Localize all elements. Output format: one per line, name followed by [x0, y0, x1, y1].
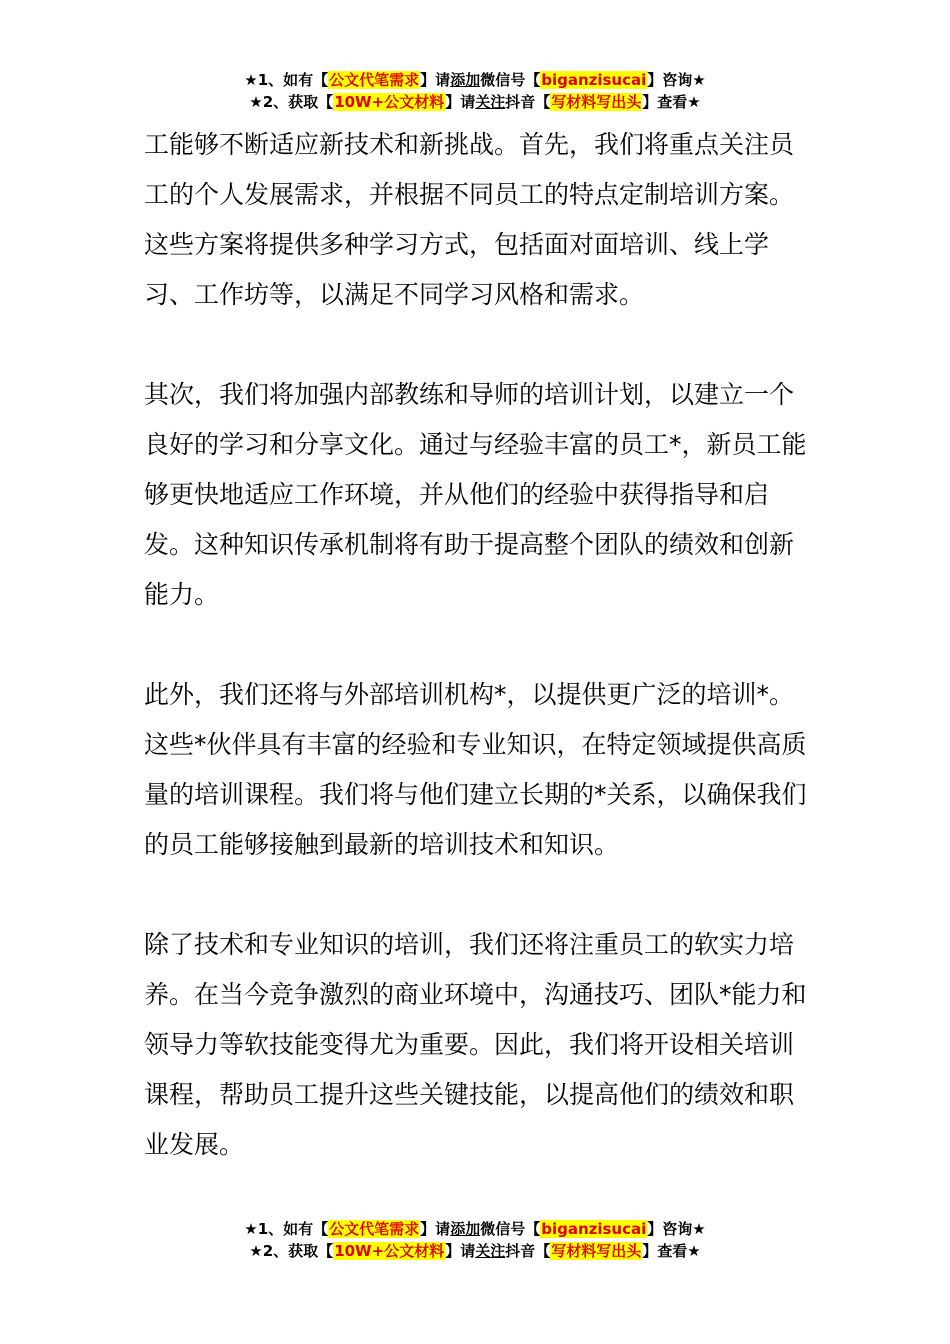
banner-underline: 关注 — [475, 93, 506, 111]
banner-text: 微信号【 — [480, 71, 541, 89]
paragraph-2: 其次，我们将加强内部教练和导师的培训计划，以建立一个良好的学习和分享文化。通过与经验丰富的员工*，新员工能够更快地适应工作环境，并从他们的经验中获得指导和启发。这种知识传承机制将有助于提高整个团队的绩效和创新能力。 — [144, 380, 807, 609]
banner-suffix: 】咨询★ — [647, 71, 706, 89]
banner-highlight: 写材料写出头 — [551, 93, 642, 111]
banner-suffix: 】查看★ — [642, 93, 701, 111]
banner-highlight: 公文代笔需求 — [329, 1220, 420, 1238]
banner-highlight: 写材料写出头 — [551, 1242, 642, 1260]
banner-highlight: biganzisucai — [541, 1220, 647, 1238]
banner-text: 抖音【 — [505, 1242, 551, 1260]
banner-prefix: ★2、获取【 — [249, 93, 334, 111]
paragraph-1: 工能够不断适应新技术和新挑战。首先，我们将重点关注员工的个人发展需求，并根据不同员工的特点定制培训方案。这些方案将提供多种学习方式，包括面对面培训、线上学习、工作坊等，以满足不同学习风格和需求。 — [144, 130, 795, 309]
banner-suffix: 】咨询★ — [647, 1220, 706, 1238]
banner-highlight: 10W+公文材料 — [334, 1242, 445, 1260]
banner-highlight: 10W+公文材料 — [334, 93, 445, 111]
banner-line-2 — [0, 91, 950, 113]
banner-line-2 — [0, 1240, 950, 1262]
paragraph-4: 除了技术和专业知识的培训，我们还将注重员工的软实力培养。在当今竞争激烈的商业环境中，沟通技巧、团队*能力和领导力等软技能变得尤为重要。因此，我们将开设相关培训课程，帮助员工提升这些关键技能，以提高他们的绩效和职业发展。 — [144, 930, 807, 1159]
banner-text: 微信号【 — [480, 1220, 541, 1238]
banner-underline: 添加 — [450, 71, 481, 89]
banner-suffix: 】查看★ — [642, 1242, 701, 1260]
banner-text: 】请 — [420, 1220, 451, 1238]
banner-prefix: ★2、获取【 — [249, 1242, 334, 1260]
banner-prefix: ★1、如有【 — [244, 1220, 329, 1238]
banner-underline: 添加 — [450, 1220, 481, 1238]
banner-prefix: ★1、如有【 — [244, 71, 329, 89]
document-body — [144, 120, 812, 1220]
banner-highlight: 公文代笔需求 — [329, 71, 420, 89]
banner-underline: 关注 — [475, 1242, 506, 1260]
banner-text: 抖音【 — [505, 93, 551, 111]
banner-line-1 — [0, 69, 950, 91]
bottom-banner — [0, 1218, 950, 1262]
banner-text: 】请 — [420, 71, 451, 89]
top-banner — [0, 69, 950, 113]
paragraph-3: 此外，我们还将与外部培训机构*，以提供更广泛的培训*。这些*伙伴具有丰富的经验和专业知识，在特定领域提供高质量的培训课程。我们将与他们建立长期的*关系，以确保我们的员工能够接触到最新的培训技术和知识。 — [144, 680, 807, 859]
banner-text: 】请 — [445, 1242, 476, 1260]
banner-line-1 — [0, 1218, 950, 1240]
banner-text: 】请 — [445, 93, 476, 111]
banner-highlight: biganzisucai — [541, 71, 647, 89]
